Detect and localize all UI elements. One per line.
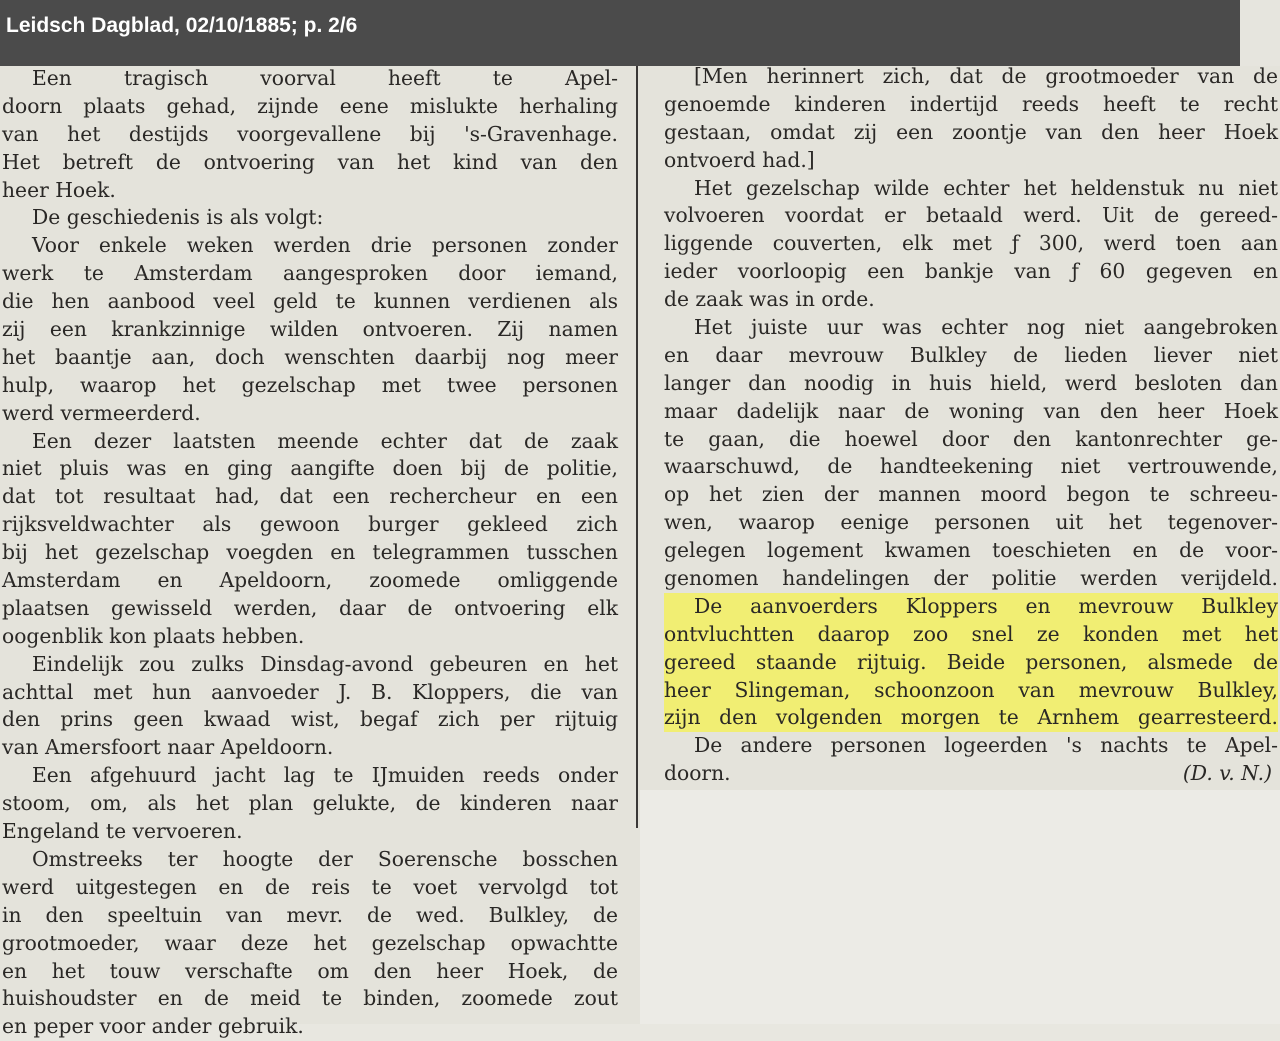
text-line: en daar mevrouw Bulkley de lieden liever niet <box>664 342 1278 367</box>
text-line: langer dan noodig in huis hield, werd besloten dan <box>664 370 1278 395</box>
text-line: heer Hoek. <box>2 177 116 202</box>
text-line: Een dezer laatsten meende echter dat de zaak <box>32 428 618 453</box>
text-line: in den speeltuin van mevr. de wed. Bulkley, de <box>2 902 618 927</box>
text-line: waarschuwd, de handteekening niet vertrouwende, <box>664 454 1278 479</box>
text-line: Het juiste uur was echter nog niet aangebroken <box>694 315 1278 340</box>
text-line: bij het gezelschap voegden en telegrammen tusschen <box>2 540 618 565</box>
highlighted-text-line: ontvluchtten daarop zoo snel ze konden met het <box>664 621 1278 649</box>
author-signature: (D. v. N.) <box>1182 761 1272 786</box>
text-line: den prins geen kwaad wist, begaf zich per rijtuig <box>2 707 618 732</box>
highlighted-text-line: gereed staande rijtuig. Beide personen, alsmede de <box>664 649 1278 677</box>
text-line: werd vermeerderd. <box>2 400 201 425</box>
text-line: niet pluis was en ging aangifte doen bij de politie, <box>2 456 618 481</box>
text-line: de zaak was in orde. <box>664 287 875 312</box>
text-line: en het touw verschafte om den heer Hoek, de <box>2 958 618 983</box>
text-line: stoom, om, als het plan gelukte, de kinderen naar <box>2 791 618 816</box>
text-line: gelegen logement kwamen toeschieten en de voor- <box>664 538 1278 563</box>
text-line: Engeland te vervoeren. <box>2 819 243 844</box>
text-line: van het destijds voorgevallene bij 's-Gravenhage. <box>2 121 618 146</box>
text-line: Omstreeks ter hoogte der Soerensche bosschen <box>32 846 618 871</box>
text-line: huishoudster en de meid te binden, zoomede zout <box>2 986 618 1011</box>
article-left-column <box>2 65 618 1041</box>
text-line: Amsterdam en Apeldoorn, zoomede omliggende <box>2 568 618 593</box>
text-line: Een afgehuurd jacht lag te IJmuiden reeds onder <box>32 763 618 788</box>
text-line: maar dadelijk naar de woning van den heer Hoek <box>664 398 1278 423</box>
text-line: De andere personen logeerden 's nachts te Apel- <box>694 733 1278 758</box>
text-line: ontvoerd had.] <box>664 147 815 172</box>
text-line: De geschiedenis is als volgt: <box>32 205 324 230</box>
text-line: genomen handelingen der politie werden verijdeld. <box>664 566 1278 591</box>
text-line: volvoeren voordat er betaald werd. Uit de gereed- <box>664 203 1278 228</box>
text-line: plaatsen gewisseld werden, daar de ontvoering elk <box>2 595 618 620</box>
text-line: achttal met hun aanvoeder J. B. Kloppers, die van <box>2 679 618 704</box>
document-title: Leidsch Dagblad, 02/10/1885; p. 2/6 <box>6 14 358 37</box>
text-line: Het betreft de ontvoering van het kind van den <box>2 149 618 174</box>
text-line: werk te Amsterdam aangesproken door iemand, <box>2 261 618 286</box>
text-line: rijksveldwachter als gewoon burger gekleed zich <box>2 512 618 537</box>
header-margin <box>1240 0 1280 66</box>
text-line: Een tragisch voorval heeft te Apel- <box>32 66 618 90</box>
text-line: en peper voor ander gebruik. <box>2 1014 304 1039</box>
text-line: dat tot resultaat had, dat een rechercheur en een <box>2 484 618 509</box>
highlighted-text-line: heer Slingeman, schoonzoon van mevrouw Bulkley, <box>664 677 1278 705</box>
article-right-column <box>664 63 1278 788</box>
text-line: doorn plaats gehad, zijnde eene mislukte herhaling <box>2 93 618 118</box>
text-line: werd uitgestegen en de reis te voet vervolgd tot <box>2 874 618 899</box>
document-header-bar <box>0 0 1240 66</box>
text-line: op het zien der mannen moord begon te schreeu- <box>664 482 1278 507</box>
blank-paper-area <box>640 790 1280 1024</box>
text-line: gestaan, omdat zij een zoontje van den heer Hoek <box>664 119 1278 144</box>
text-line: ieder voorloopig een bankje van ƒ 60 gegeven en <box>664 259 1278 284</box>
highlighted-text-line: zijn den volgenden morgen te Arnhem gearresteerd. <box>664 704 1278 732</box>
text-line: liggende couverten, elk met ƒ 300, werd toen aan <box>664 231 1278 256</box>
text-line: wen, waarop eenige personen uit het tegenover- <box>664 510 1278 535</box>
text-line: Voor enkele weken werden drie personen zonder <box>32 233 618 258</box>
column-divider <box>636 66 638 828</box>
text-line: hulp, waarop het gezelschap met twee personen <box>2 372 618 397</box>
article-closing-line <box>664 760 1278 788</box>
text-line: Eindelijk zou zulks Dinsdag-avond gebeuren en het <box>32 651 618 676</box>
closing-word: doorn. <box>664 761 731 786</box>
text-line: van Amersfoort naar Apeldoorn. <box>2 735 334 760</box>
text-line: oogenblik kon plaats hebben. <box>2 623 305 648</box>
text-line: genoemde kinderen indertijd reeds heeft te recht <box>664 91 1278 116</box>
text-line: te gaan, die hoewel door den kantonrechter ge- <box>664 426 1278 451</box>
text-line: Het gezelschap wilde echter het heldenstuk nu niet <box>694 175 1278 200</box>
text-line: zij een krankzinnige wilden ontvoeren. Zij namen <box>2 317 618 342</box>
highlighted-text-line: De aanvoerders Kloppers en mevrouw Bulkley <box>664 593 1278 621</box>
text-line: [Men herinnert zich, dat de grootmoeder van de <box>694 64 1278 88</box>
text-line: grootmoeder, waar deze het gezelschap opwachtte <box>2 930 618 955</box>
text-line: die hen aanbood veel geld te kunnen verdienen als <box>2 289 618 314</box>
text-line: het baantje aan, doch wenschten daarbij nog meer <box>2 344 618 369</box>
